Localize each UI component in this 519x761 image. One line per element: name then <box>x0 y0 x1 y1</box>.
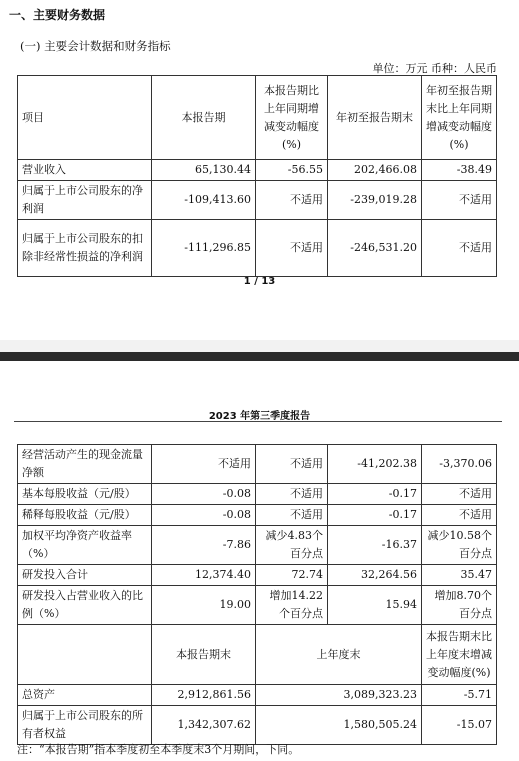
cell-value: 增加8.70个百分点 <box>422 586 497 625</box>
cell-value: -3,370.06 <box>422 445 497 484</box>
cell-value: 12,374.40 <box>152 565 256 586</box>
header-cell-period: 本报告期 <box>152 76 256 160</box>
cell-value: -0.17 <box>328 505 422 526</box>
table-row <box>18 586 497 625</box>
cell-value: 不适用 <box>256 505 328 526</box>
cell-value: 不适用 <box>256 484 328 505</box>
balance-header-row <box>18 625 497 685</box>
cell-value: -56.55 <box>256 160 328 181</box>
cell-value: 15.94 <box>328 586 422 625</box>
cell-value: 不适用 <box>422 484 497 505</box>
cell-value: 不适用 <box>422 505 497 526</box>
cell-value: -109,413.60 <box>152 181 256 220</box>
cell-value: -16.37 <box>328 526 422 565</box>
row-label: 归属于上市公司股东的净利润 <box>18 181 152 220</box>
financial-table-main <box>17 75 497 277</box>
cell-value: -38.49 <box>422 160 497 181</box>
row-label: 归属于上市公司股东的所有者权益 <box>18 706 152 745</box>
section-title: 一、主要财务数据 <box>9 8 106 22</box>
header-cell-ytd-change: 年初至报告期末比上年同期增减变动幅度(%) <box>422 76 497 160</box>
row-label: 研发投入合计 <box>18 565 152 586</box>
cell-value: 35.47 <box>422 565 497 586</box>
subsection-title: (一) 主要会计数据和财务指标 <box>20 39 171 53</box>
empty-header-cell <box>18 625 152 685</box>
cell-value: 72.74 <box>256 565 328 586</box>
row-label: 基本每股收益（元/股） <box>18 484 152 505</box>
cell-value: -239,019.28 <box>328 181 422 220</box>
table-row <box>18 160 497 181</box>
cell-value: 1,342,307.62 <box>152 706 256 745</box>
footnote: 注：“本报告期”指本季度初至本季度末3个月期间，下同。 <box>17 743 300 756</box>
cell-value: -15.07 <box>422 706 497 745</box>
cell-value: -0.08 <box>152 505 256 526</box>
row-label: 经营活动产生的现金流量净额 <box>18 445 152 484</box>
header-cell-period-change: 本报告期比上年同期增减变动幅度(%) <box>256 76 328 160</box>
page-separator-bar <box>0 352 519 361</box>
table-row <box>18 565 497 586</box>
cell-value: 3,089,323.23 <box>256 685 422 706</box>
header-cell-ytd: 年初至报告期末 <box>328 76 422 160</box>
cell-value: 减少10.58个百分点 <box>422 526 497 565</box>
row-label: 营业收入 <box>18 160 152 181</box>
page-one <box>0 0 519 340</box>
cell-value: 不适用 <box>256 220 328 277</box>
cell-value: 19.00 <box>152 586 256 625</box>
row-label: 加权平均净资产收益率（%） <box>18 526 152 565</box>
table-row <box>18 706 497 745</box>
header-cell-prior-year-end: 上年度末 <box>256 625 422 685</box>
row-label: 归属于上市公司股东的扣除非经常性损益的净利润 <box>18 220 152 277</box>
table-row <box>18 181 497 220</box>
table-row <box>18 685 497 706</box>
cell-value: -246,531.20 <box>328 220 422 277</box>
cell-value: -0.08 <box>152 484 256 505</box>
cell-value: 增加14.22个百分点 <box>256 586 328 625</box>
cell-value: -5.71 <box>422 685 497 706</box>
cell-value: -0.17 <box>328 484 422 505</box>
header-divider <box>14 421 502 422</box>
header-cell-item: 项目 <box>18 76 152 160</box>
cell-value: 不适用 <box>422 220 497 277</box>
cell-value: 不适用 <box>256 181 328 220</box>
row-label: 研发投入占营业收入的比例（%） <box>18 586 152 625</box>
page-number: 1 / 13 <box>243 276 276 287</box>
cell-value: 202,466.08 <box>328 160 422 181</box>
report-header: 2023 年第三季度报告 <box>208 411 311 422</box>
table-row <box>18 220 497 277</box>
row-label: 总资产 <box>18 685 152 706</box>
page-gap <box>0 340 519 352</box>
table-header-row <box>18 76 497 160</box>
cell-value: 减少4.83个百分点 <box>256 526 328 565</box>
cell-value: 不适用 <box>422 181 497 220</box>
unit-currency-line: 单位：万元 币种：人民币 <box>372 62 497 75</box>
financial-table-continued <box>17 444 497 745</box>
table-row <box>18 484 497 505</box>
table-row <box>18 526 497 565</box>
cell-value: 不适用 <box>256 445 328 484</box>
cell-value: -41,202.38 <box>328 445 422 484</box>
cell-value: -7.86 <box>152 526 256 565</box>
row-label: 稀释每股收益（元/股） <box>18 505 152 526</box>
cell-value: 不适用 <box>152 445 256 484</box>
table-row <box>18 445 497 484</box>
table-row <box>18 505 497 526</box>
cell-value: 1,580,505.24 <box>256 706 422 745</box>
header-cell-period-end: 本报告期末 <box>152 625 256 685</box>
cell-value: 65,130.44 <box>152 160 256 181</box>
cell-value: 32,264.56 <box>328 565 422 586</box>
cell-value: -111,296.85 <box>152 220 256 277</box>
cell-value: 2,912,861.56 <box>152 685 256 706</box>
header-cell-balance-change: 本报告期末比上年度末增减变动幅度(%) <box>422 625 497 685</box>
